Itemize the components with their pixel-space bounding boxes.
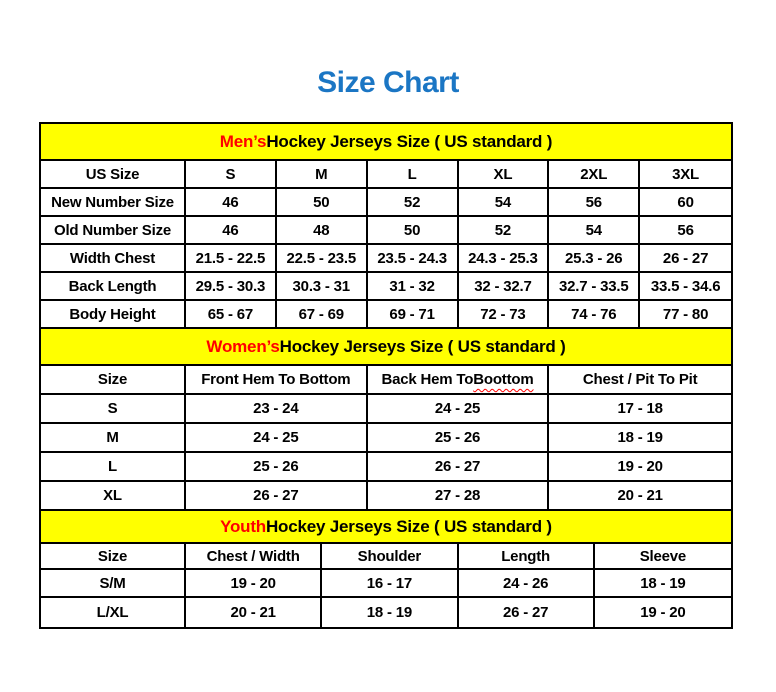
mens-header-row (41, 161, 731, 189)
youth-table-row (41, 570, 731, 598)
value-cell: 31 - 32 (368, 273, 459, 301)
back-hem-typo-word: Boottom (473, 371, 534, 388)
mens-table-row (41, 245, 731, 273)
value-cell: 24 - 26 (459, 570, 595, 598)
value-cell: 52 (368, 189, 459, 217)
mens-table-row (41, 189, 731, 217)
value-cell: 26 - 27 (186, 482, 368, 511)
value-cell: 72 - 73 (459, 301, 550, 329)
mens-column-header: US Size (41, 161, 186, 189)
row-label: S/M (41, 570, 186, 598)
womens-column-header: Front Hem To Bottom (186, 366, 368, 395)
mens-band-text: Hockey Jerseys Size ( US standard ) (266, 131, 553, 151)
page-title: Size Chart (317, 66, 459, 99)
mens-column-header: 2XL (549, 161, 640, 189)
mens-table-row (41, 273, 731, 301)
womens-column-header: Chest / Pit To Pit (549, 366, 731, 395)
value-cell: 50 (368, 217, 459, 245)
mens-table-row (41, 217, 731, 245)
mens-highlight-label: Men’s (219, 131, 267, 151)
womens-section-band (41, 329, 731, 366)
value-cell: 46 (186, 217, 277, 245)
value-cell: 54 (459, 189, 550, 217)
value-cell: 18 - 19 (595, 570, 731, 598)
size-chart-tables (39, 122, 733, 629)
value-cell: 32.7 - 33.5 (549, 273, 640, 301)
value-cell: 27 - 28 (368, 482, 550, 511)
mens-column-header: L (368, 161, 459, 189)
value-cell: 30.3 - 31 (277, 273, 368, 301)
value-cell: 52 (459, 217, 550, 245)
value-cell: 23 - 24 (186, 395, 368, 424)
womens-table-row (41, 453, 731, 482)
value-cell: 23.5 - 24.3 (368, 245, 459, 273)
womens-column-header: Size (41, 366, 186, 395)
value-cell: 20 - 21 (186, 598, 322, 627)
value-cell: 26 - 27 (640, 245, 731, 273)
value-cell: 54 (549, 217, 640, 245)
womens-header-row (41, 366, 731, 395)
youth-band-text: Hockey Jerseys Size ( US standard ) (265, 516, 552, 536)
row-label: Back Length (41, 273, 186, 301)
value-cell: 74 - 76 (549, 301, 640, 329)
youth-table-row (41, 598, 731, 627)
value-cell: 32 - 32.7 (459, 273, 550, 301)
value-cell: 21.5 - 22.5 (186, 245, 277, 273)
mens-column-header: 3XL (640, 161, 731, 189)
youth-section-band (41, 511, 731, 544)
back-hem-label: Back Hem To (381, 371, 474, 388)
womens-column-header (368, 366, 550, 395)
youth-column-header: Length (459, 544, 595, 570)
womens-table-row (41, 482, 731, 511)
youth-header-row (41, 544, 731, 570)
value-cell: 29.5 - 30.3 (186, 273, 277, 301)
value-cell: 69 - 71 (368, 301, 459, 329)
value-cell: 26 - 27 (368, 453, 550, 482)
value-cell: 17 - 18 (549, 395, 731, 424)
value-cell: 16 - 17 (322, 570, 458, 598)
womens-band-text: Hockey Jerseys Size ( US standard ) (279, 336, 566, 356)
value-cell: 65 - 67 (186, 301, 277, 329)
value-cell: 56 (549, 189, 640, 217)
value-cell: 18 - 19 (549, 424, 731, 453)
value-cell: 22.5 - 23.5 (277, 245, 368, 273)
row-label: Body Height (41, 301, 186, 329)
value-cell: 25 - 26 (368, 424, 550, 453)
youth-column-header: Size (41, 544, 186, 570)
value-cell: 48 (277, 217, 368, 245)
value-cell: 60 (640, 189, 731, 217)
value-cell: 18 - 19 (322, 598, 458, 627)
mens-column-header: S (186, 161, 277, 189)
value-cell: 19 - 20 (186, 570, 322, 598)
value-cell: 19 - 20 (549, 453, 731, 482)
value-cell: 25 - 26 (186, 453, 368, 482)
row-label: S (41, 395, 186, 424)
youth-column-header: Shoulder (322, 544, 458, 570)
youth-highlight-label: Youth (220, 516, 266, 536)
value-cell: 20 - 21 (549, 482, 731, 511)
row-label: Width Chest (41, 245, 186, 273)
womens-highlight-label: Women’s (206, 336, 280, 356)
value-cell: 46 (186, 189, 277, 217)
mens-column-header: XL (459, 161, 550, 189)
row-label: New Number Size (41, 189, 186, 217)
youth-column-header: Sleeve (595, 544, 731, 570)
value-cell: 67 - 69 (277, 301, 368, 329)
row-label: M (41, 424, 186, 453)
value-cell: 24 - 25 (368, 395, 550, 424)
value-cell: 33.5 - 34.6 (640, 273, 731, 301)
youth-column-header: Chest / Width (186, 544, 322, 570)
value-cell: 26 - 27 (459, 598, 595, 627)
row-label: Old Number Size (41, 217, 186, 245)
row-label: L/XL (41, 598, 186, 627)
value-cell: 56 (640, 217, 731, 245)
mens-section-band (41, 124, 731, 161)
mens-column-header: M (277, 161, 368, 189)
value-cell: 50 (277, 189, 368, 217)
womens-table-row (41, 424, 731, 453)
row-label: L (41, 453, 186, 482)
womens-table-row (41, 395, 731, 424)
value-cell: 25.3 - 26 (549, 245, 640, 273)
value-cell: 19 - 20 (640, 604, 686, 621)
row-label: XL (41, 482, 186, 511)
value-cell: 24.3 - 25.3 (459, 245, 550, 273)
mens-table-row (41, 301, 731, 329)
value-cell: 77 - 80 (640, 301, 731, 329)
value-cell: 24 - 25 (186, 424, 368, 453)
